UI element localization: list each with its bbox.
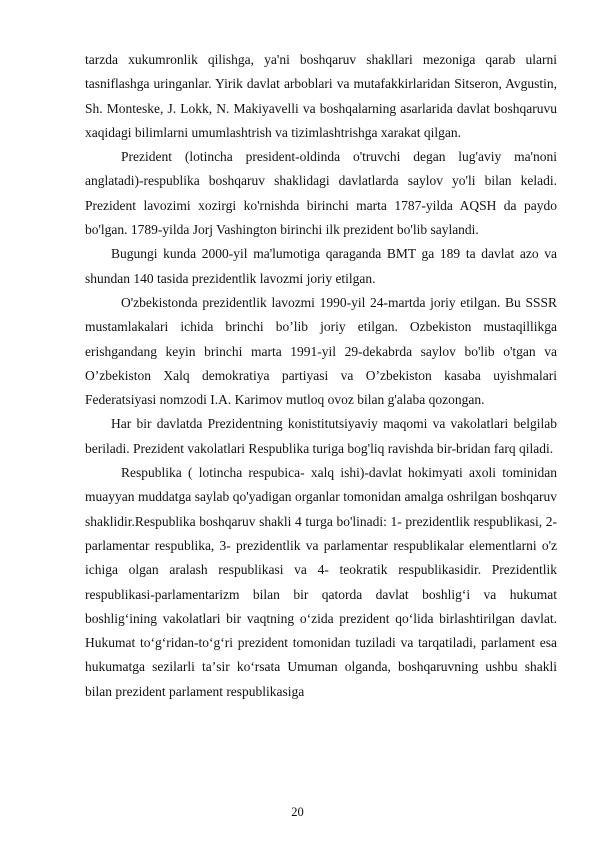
paragraph-6: Respublika ( lotincha respubica- xalq ishi)-davlat hokimyati axoli tominidan muayyan muddatga saylab qo'yadigan organlar tomonidan amalga oshrilgan boshqaruv shaklidir.Respublika boshqaruv shakli 4 turga bo'linadi: 1- prezidentlik respublikasi, 2-parlamentar respublika, 3- prezidentlik va parlamentar respublikalar elementlarni o'z ichiga olgan aralash respublikasi va 4- teokratik respublikasidir. Prezidentlik respublikasi-parlamentarizm bilan bir qatorda davlat boshligʻi va hukumat boshligʻining vakolatlari bir vaqtning oʻzida prezident qoʻlida birlashtirilgan davlat. Hukumat toʻgʻridan-toʻgʻri prezident tomonidan tuziladi va tarqatiladi, parlament esa hukumatga sezilarli taʼsir koʻrsata Umuman olganda, boshqaruvning ushbu shakli bilan prezident parlament respublikasiga	[85, 465, 557, 699]
paragraph-2: Prezident (lotincha president-oldinda o'truvchi degan lug'aviy ma'noni anglatadi)-respublika boshqaruv shaklidagi davlatlarda saylov yo'li bilan keladi. Prezident lavozimi xozirgi ko'rnishda birinchi marta 1787-yilda AQSH da paydo bo'lgan. 1789-yilda Jorj Vashington birinchi ilk prezident bo'lib saylandi.	[85, 149, 557, 238]
paragraph-1: tarzda xukumronlik qilishga, ya'ni boshqaruv shakllari mezoniga qarab ularni tasniflashga uringanlar. Yirik davlat arboblari va mutafakkirlaridan Sitseron, Avgustin, Sh. Monteske, J. Lokk, N. Makiyavelli va boshqalarning asarlarida davlat boshqaruvu xaqidagi bilimlarni umumlashtrish va tizimlashtrishga xarakat qilgan.	[85, 52, 557, 140]
page-number: 20	[291, 805, 304, 819]
paragraph-5: Har bir davlatda Prezidentning konistitutsiyaviy maqomi va vakolatlari belgilab beriladi. Prezident vakolatlari Respublika turiga bog'liq ravishda bir-bridan farq qiladi.	[85, 416, 557, 456]
paragraph-4: O'zbekistonda prezidentlik lavozmi 1990-yil 24-martda joriy etilgan. Bu SSSR mustamlakalari ichida brinchi bo’lib joriy etilgan. Ozbekiston mustaqillikga erishgandang keyin brinchi marta 1991-yil 29-dekabrda saylov bo'lib o'tgan va O’zbekiston Xalq demokratiya partiyasi va O’zbekiston kasaba uyishmalari Federatsiyasi nomzodi I.A. Karimov mutloq ovoz bilan g'alaba qozongan.	[85, 294, 557, 408]
paragraph-3: Bugungi kunda 2000-yil ma'lumotiga qaraganda BMT ga 189 ta davlat azo va shundan 140 tasida prezidentlik lavozmi joriy etilgan.	[85, 246, 557, 286]
page-body	[85, 48, 557, 704]
